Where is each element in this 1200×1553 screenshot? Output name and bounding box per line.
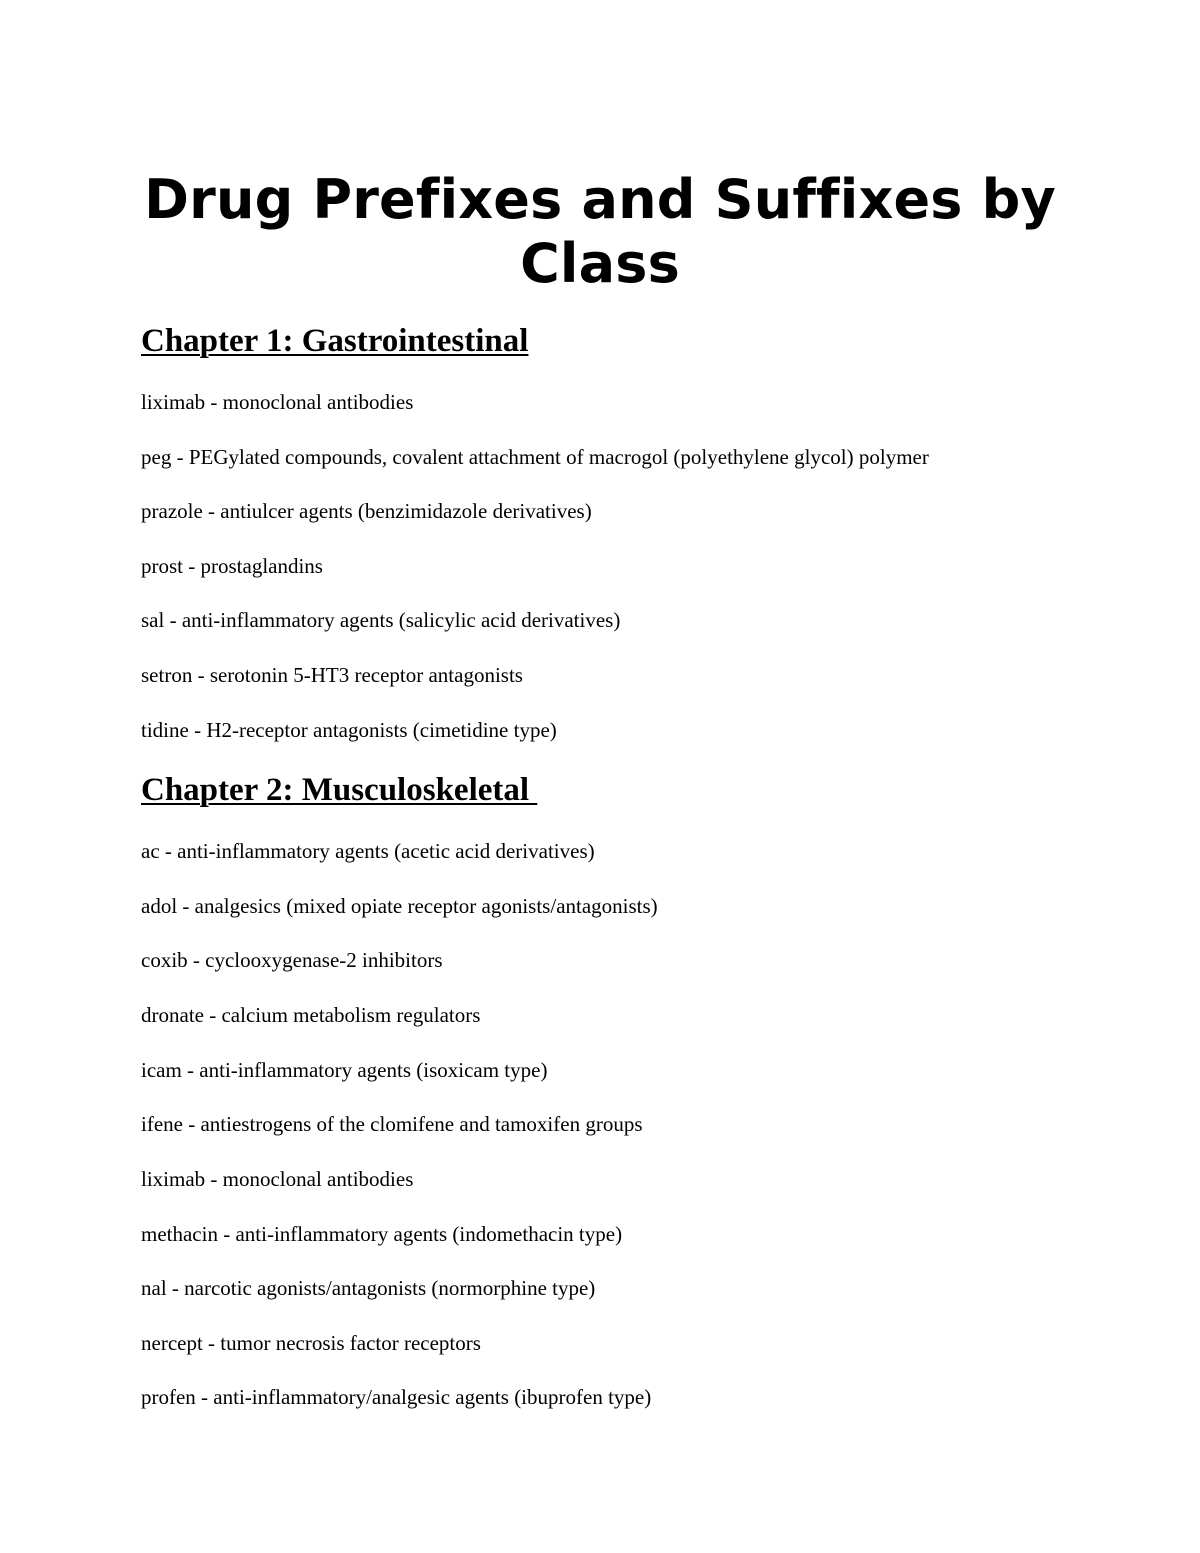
- document-title: Drug Prefixes and Suffixes by Class: [144, 168, 1056, 295]
- entry-setron: setron - serotonin 5-HT3 receptor antagonists: [141, 663, 523, 687]
- entry-liximab: liximab - monoclonal antibodies: [141, 390, 414, 414]
- entry-nercept: nercept - tumor necrosis factor receptors: [141, 1331, 481, 1355]
- entry-dronate: dronate - calcium metabolism regulators: [141, 1003, 481, 1027]
- entry-liximab-2: liximab - monoclonal antibodies: [141, 1167, 414, 1191]
- entry-tidine: tidine - H2-receptor antagonists (cimetidine type): [141, 718, 557, 742]
- entry-profen: profen - anti-inflammatory/analgesic agents (ibuprofen type): [141, 1385, 652, 1409]
- entry-ifene: ifene - antiestrogens of the clomifene and tamoxifen groups: [141, 1112, 643, 1136]
- entry-peg: peg - PEGylated compounds, covalent attachment of macrogol (polyethylene glycol) polymer: [141, 445, 929, 469]
- entry-nal: nal - narcotic agonists/antagonists (normorphine type): [141, 1276, 596, 1300]
- entry-methacin: methacin - anti-inflammatory agents (indomethacin type): [141, 1222, 623, 1246]
- entry-prost: prost - prostaglandins: [141, 554, 323, 578]
- chapter-2-heading: Chapter 2: Musculoskeletal: [141, 772, 538, 808]
- entry-icam: icam - anti-inflammatory agents (isoxicam type): [141, 1058, 548, 1082]
- entry-adol: adol - analgesics (mixed opiate receptor agonists/antagonists): [141, 894, 658, 918]
- entry-coxib: coxib - cyclooxygenase-2 inhibitors: [141, 948, 443, 972]
- entry-ac: ac - anti-inflammatory agents (acetic acid derivatives): [141, 839, 595, 863]
- entry-sal: sal - anti-inflammatory agents (salicylic acid derivatives): [141, 608, 621, 632]
- chapter-1-heading: Chapter 1: Gastrointestinal: [141, 323, 529, 359]
- entry-prazole: prazole - antiulcer agents (benzimidazole derivatives): [141, 499, 592, 523]
